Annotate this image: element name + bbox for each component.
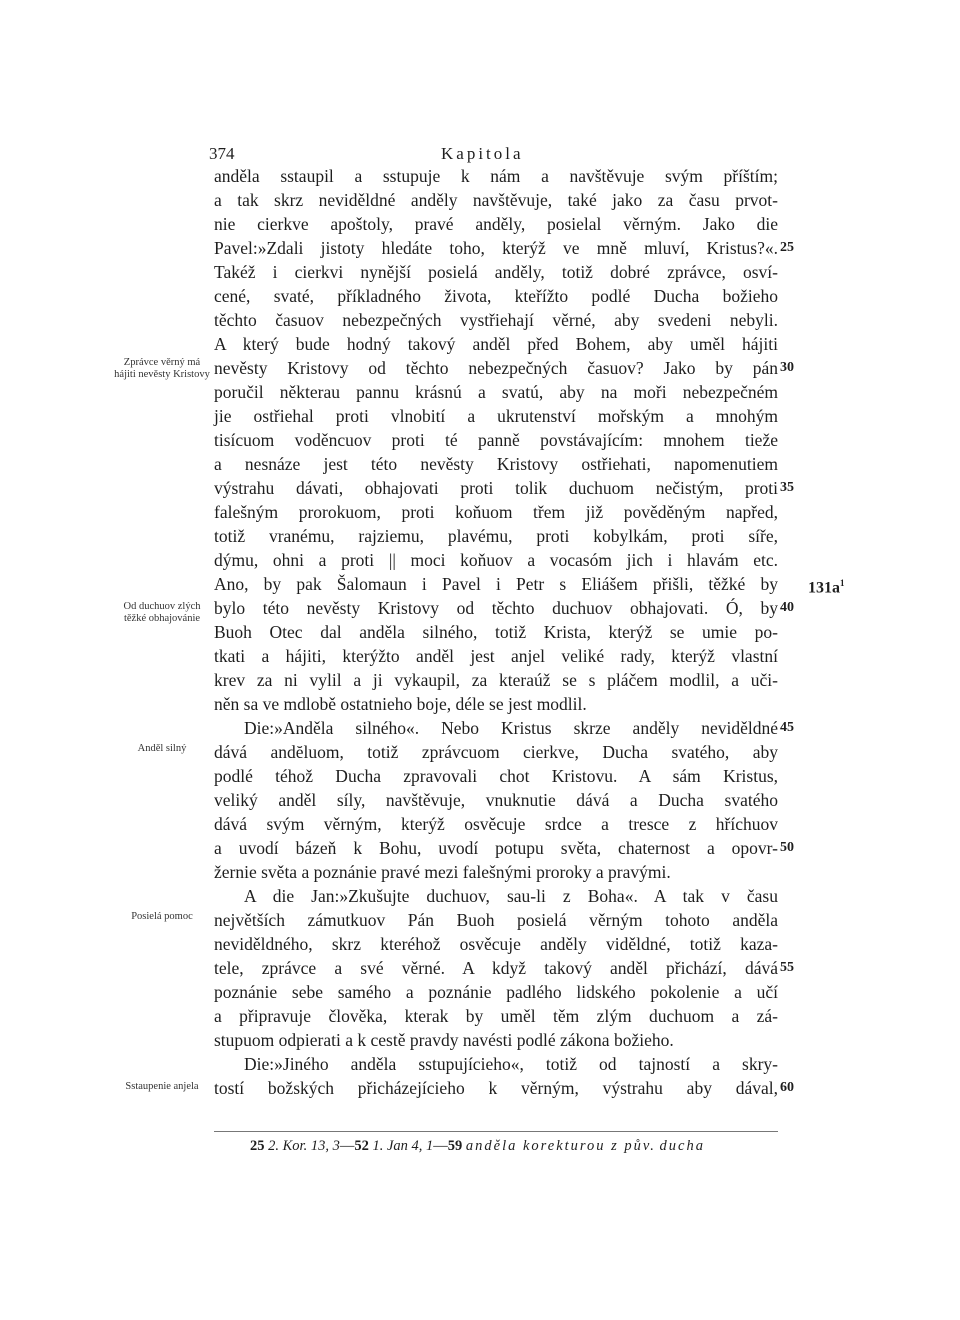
text-line: něn sa ve mdlobě ostatnieho boje, déle se jest modlil.	[214, 694, 587, 714]
apparatus-line-number: 52	[354, 1138, 369, 1154]
folio-marker	[808, 578, 845, 597]
text-line: Takéž i cierkvi nynější posielá anděly, totiž dobré zprávce, osví-	[214, 262, 778, 282]
margin-note: Anděl silný	[137, 743, 187, 754]
margin-note: Od duchuov zlých těžké obhajovánie	[123, 601, 201, 624]
text-line: Ano, by pak Šalomaun i Pavel i Petr s Eliášem přišli, těžké by	[214, 574, 778, 594]
text-line: dává svým věrným, kterýž osvěcuje srdce a tresce z hříchuov	[214, 814, 778, 834]
apparatus-reference: 1. Jan 4, 1	[372, 1138, 434, 1154]
text-line: a tak skrz neviděldné anděly navštěvuje, také jako za času prvot-	[214, 190, 778, 210]
line-number: 45	[780, 720, 794, 735]
text-line: tostí božských přicházejícieho k věrným, výstrahu aby dával,	[214, 1078, 778, 1098]
apparatus-line-number: 59	[447, 1138, 463, 1154]
text-line: jie ostřiehal proti vlnobití a ukrutenství mořským a mnohým	[214, 406, 778, 426]
text-line: tisícuom voděncuov proti té panně povstávajícím: mnohem tieže	[214, 430, 778, 450]
text-line: A který bude hodný takový anděl před Bohem, aby uměl hájiti	[214, 334, 778, 354]
text-line: cené, svaté, příkladného života, kteřížto podlé Ducha božieho	[214, 286, 778, 306]
apparatus-line-number: 25	[250, 1138, 265, 1154]
text-line: falešným prorokuom, proti koňuom třem již pověděným napřed,	[214, 502, 778, 522]
apparatus-dash: —	[339, 1138, 355, 1154]
critical-apparatus	[250, 1138, 705, 1155]
page-number: 374	[209, 144, 235, 163]
text-line: výstrahu dávati, obhajovati proti tolik duchuom nečistým, proti	[214, 478, 778, 498]
text-line: bylo této nevěsty Kristovy od těchto duchuov obhajovati. Ó, by	[214, 598, 778, 618]
margin-note: Posielá pomoc	[131, 911, 193, 922]
text-line: největších zámutkuov Pán Buoh posielá věrným tohoto anděla	[214, 910, 778, 930]
line-number: 25	[780, 240, 794, 255]
text-line: krev za ni vylil a ji vykaupil, za kteraúž se s pláčem modlil, a uči-	[214, 670, 778, 690]
text-line: poznánie sebe samého a poznánie padlého lidského pokolenie a učí	[214, 982, 778, 1002]
text-line: anděla sstaupil a sstupuje k nám a navštěvuje svým příštím;	[214, 166, 778, 186]
line-number: 55	[780, 960, 794, 975]
text-line: totiž vranému, rajziemu, plavému, proti kobylkám, proti síře,	[214, 526, 778, 546]
line-number: 30	[780, 360, 794, 375]
line-number: 50	[780, 840, 794, 855]
text-line: poručil některau pannu krásnú a svatú, aby na moři nebezpečném	[214, 382, 778, 402]
text-line: nie cierkve apoštoly, pravé anděly, posielal věrným. Jako die	[214, 214, 778, 234]
folio-sup: 1	[840, 578, 845, 588]
apparatus-reading: anděla korekturou z pův.	[465, 1138, 656, 1154]
text-line: podlé téhož Ducha zpravovali chot Kristovu. A sám Kristus,	[214, 766, 778, 786]
text-line: tkati a hájiti, kterýžto anděl jest anjel veliké rady, kterýž vlastní	[214, 646, 778, 666]
text-line: dává andĕluom, totiž zprávcuom cierkve, Ducha svatého, aby	[214, 742, 778, 762]
text-line: Pavel:»Zdali jistoty hledáte toho, kterýž ve mně mluví, Kristus?«.	[214, 238, 778, 258]
text-line: neviděldného, skrz kteréhož osvěcuje anděly viděldné, totiž kaza-	[214, 934, 778, 954]
text-line: a připravuje člověka, kterak by uměl těm zlým duchuom a zá-	[214, 1006, 778, 1026]
apparatus-reference: 2. Kor. 13, 3	[268, 1138, 340, 1154]
margin-note: Sstaupenie anjela	[125, 1081, 199, 1092]
text-line: Buoh Otec dal anděla silného, totiž Krista, kterýž se umie po-	[214, 622, 778, 642]
text-line: A die Jan:»Zkušujte duchuov, sau-li z Boha«. A tak v času	[244, 886, 778, 906]
text-line: dýmu, ohni a proti || moci koňuov a vocasóm jich i hlavám etc.	[214, 550, 778, 570]
text-line: Die:»Anděla silného«. Nebo Kristus skrze anděly neviděldné	[244, 718, 778, 738]
text-line: tele, zprávce a své věrné. A když takový anděl přichází, dává	[214, 958, 778, 978]
text-line: veliký anděl síly, navštěvuje, vnuknutie dává a Ducha svatého	[214, 790, 778, 810]
apparatus-dash: —	[433, 1138, 448, 1154]
line-number: 60	[780, 1080, 794, 1095]
text-line: stupuom odpierati a k cestě pravdy navésti podlé zákona božieho.	[214, 1030, 674, 1050]
text-line: Die:»Jiného anděla sstupujícieho«, totiž od tajností a skry-	[244, 1054, 778, 1074]
text-line: a uvodí bázeň k Bohu, uvodí potupu světa, chaternost a opovr-	[214, 838, 778, 858]
running-head: Kapitola	[441, 144, 524, 163]
text-line: těchto časuov nebezpečných vystřiehají věrné, aby svedeni nebyli.	[214, 310, 778, 330]
text-line: a nesnáze jest této nevěsty Kristovy ostřiehati, napomenutiem	[214, 454, 778, 474]
apparatus-variant: ducha	[659, 1138, 705, 1154]
text-line: nevěsty Kristovy od těchto nebezpečných časuov? Jako by pán	[214, 358, 778, 378]
line-number: 40	[780, 600, 794, 615]
text-line: žernie světa a poznánie pravé mezi falešnými proroky a pravými.	[214, 862, 671, 882]
folio-main: 131a	[808, 579, 840, 597]
footnote-divider	[214, 1131, 778, 1132]
margin-note: Zprávce věrný má hájiti nevěsty Kristovy	[114, 357, 210, 380]
line-number: 35	[780, 480, 794, 495]
